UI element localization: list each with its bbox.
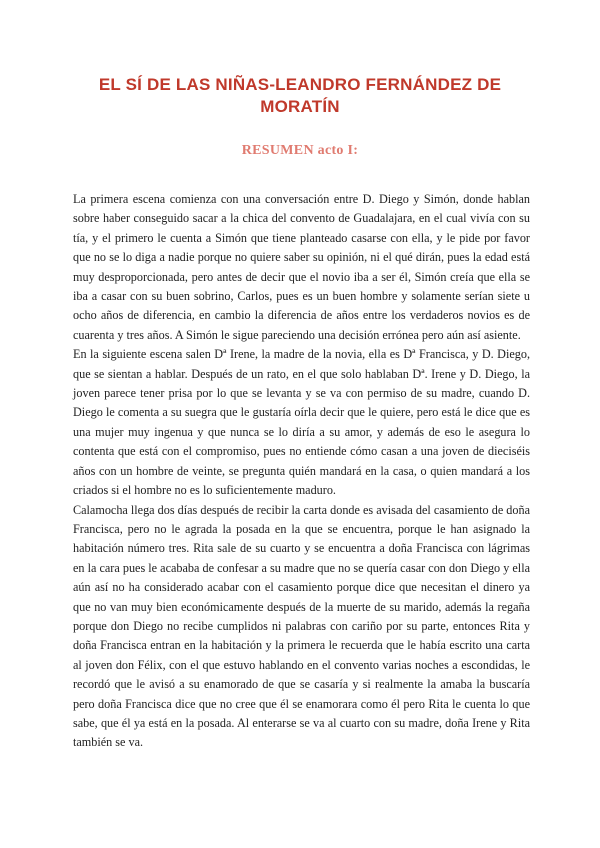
section-subtitle: RESUMEN acto I:	[241, 143, 359, 158]
paragraph-3: Calamocha llega dos días después de recibir la carta donde es avisada del casamiento de doña Francisca, pero no le agrada la posada en la que se encuentra, porque le han asignado la habitación número tres. Rita sale de su cuarto y se encuentra a doña Francisca con lágrimas en la cara pues le acababa de confesar a su madre que no se quería casar con don Diego y ella aún así no ha considerado acabar con el casamiento porque dice que necesitan el dinero ya que no van muy bien económicamente después de la muerte de su marido, además la regaña porque don Diego no recibe cumplidos ni palabras con cariño por su parte, entonces Rita y doña Francisca entran en la habitación y la primera le recuerda que le había escrito una carta al joven don Félix, con el que estuvo hablando en el convento varias noches a escondidas, le recordó que le avisó a su enamorado de que se casaría y si realmente la amaba la buscaría pero doña Francisca dice que no cree que él se enamorara como él pero Rita le cuenta lo que sabe, que él ya está en la posada. Al enterarse se va al cuarto con su madre, doña Irene y Rita también se va.	[73, 502, 530, 750]
document-title: EL SÍ DE LAS NIÑAS-LEANDRO FERNÁNDEZ DE MORATÍN	[98, 75, 502, 116]
paragraph-2: En la siguiente escena salen Dª Irene, la madre de la novia, ella es Dª Francisca, y D. Diego, que se sientan a hablar. Después de un rato, en el que solo hablaban Dª. Irene y D. Diego, la joven parece tener prisa por lo que se levanta y se va con permiso de su madre, cuando D. Diego le comenta a su suegra que le gustaría oírla decir que le quiere, pero está le dice que es una mujer muy ingenua y que nunca se lo diría a su amor, y además de eso le asegura lo contenta que está con el compromiso, pues no entiende cómo casan a una joven de dieciséis años con un hombre de veinte, se pregunta quién mandará en la casa, o quien mandará a los criados si el hombre no es lo suficientemente maduro.	[73, 347, 530, 498]
document-body	[73, 190, 530, 753]
paragraph-1: La primera escena comienza con una conversación entre D. Diego y Simón, donde hablan sobre haber conseguido sacar a la chica del convento de Guadalajara, en el cual vivía con su tía, y el primero le cuenta a Simón que tiene planteado casarse con ella, y le pide por favor que no se lo diga a nadie porque no quiere saber su opinión, ni el qué dirán, pues la edad está muy desproporcionada, pero antes de decir que el novio iba a ser él, Simón creía que ella se iba a casar con su buen sobrino, Carlos, pues es un buen hombre y solamente serían siete u ocho años de diferencia, en cambio la diferencia de años entre los verdaderos novios es de cuarenta y tres años. A Simón le sigue pareciendo una decisión errónea pero aún así asiente.	[73, 192, 530, 342]
